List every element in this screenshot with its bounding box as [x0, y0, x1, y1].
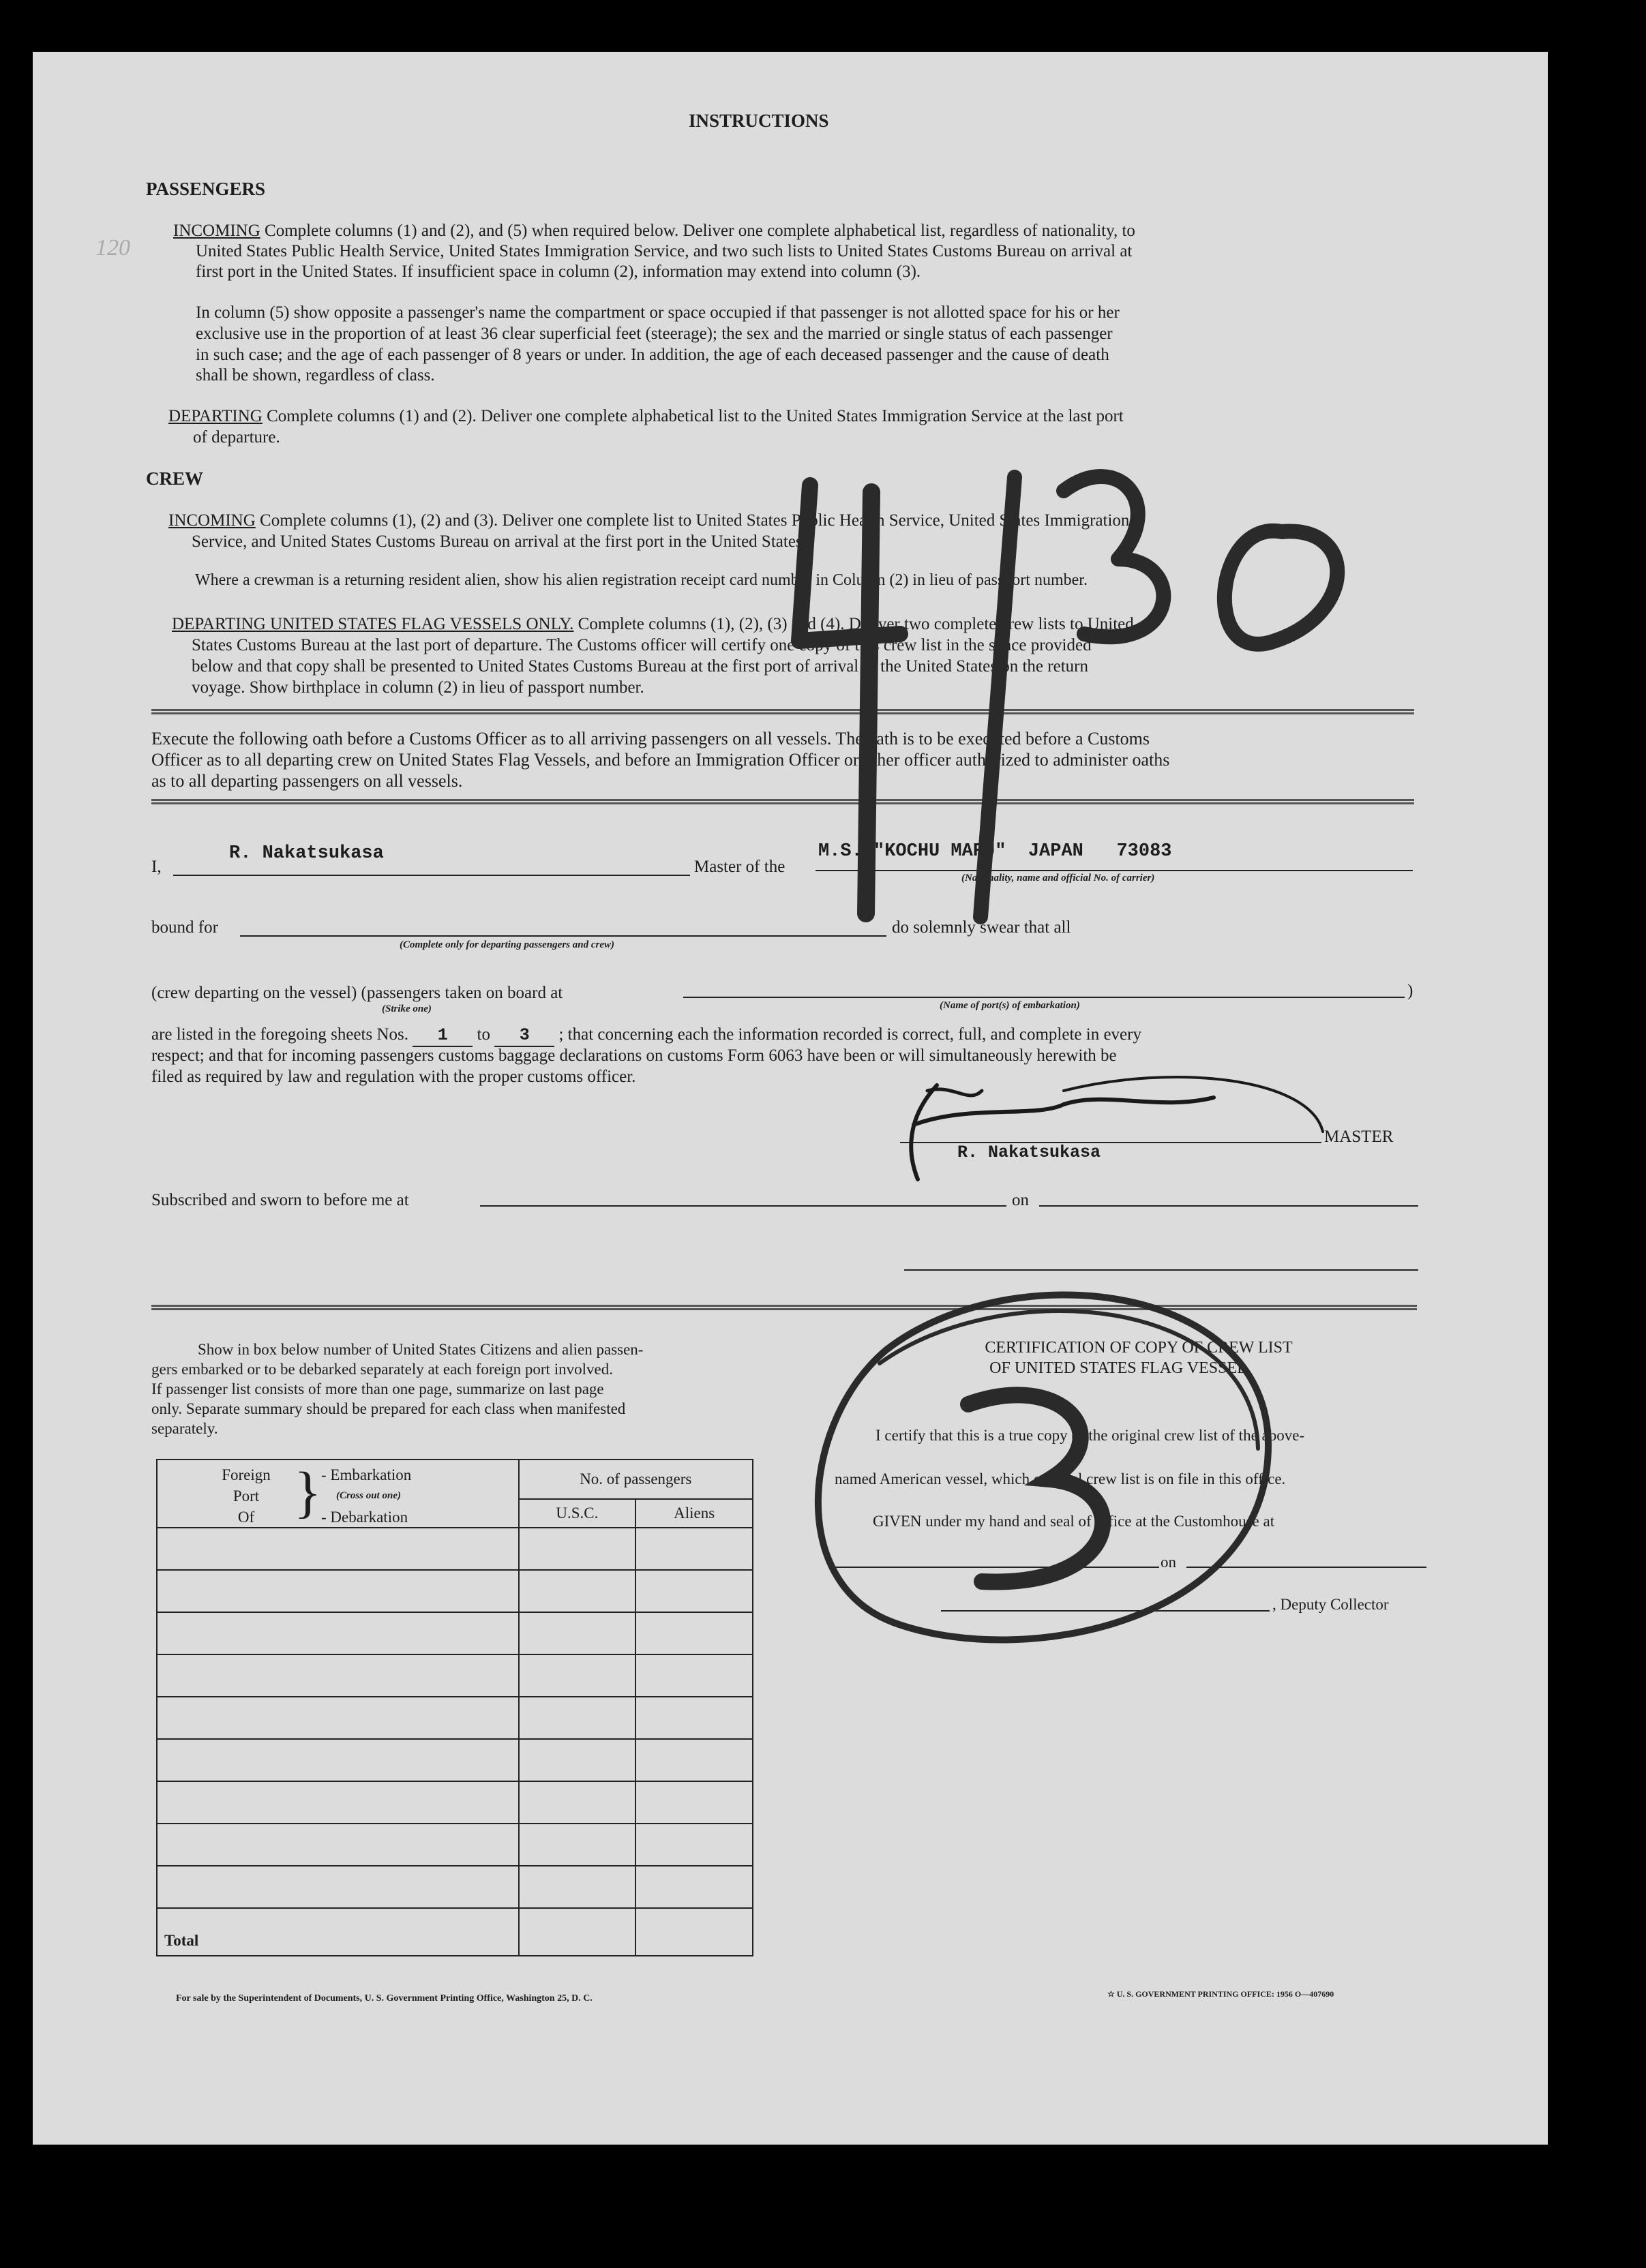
- bound-for-label: bound for: [151, 918, 218, 937]
- passengers-departing-line-1: [168, 406, 1124, 427]
- strike-caption: (Strike one): [382, 1003, 432, 1014]
- crew-incoming-label: INCOMING: [168, 511, 256, 530]
- port-cell[interactable]: [157, 1528, 519, 1570]
- crew-departing-text-1: Complete columns (1), (2), (3) and (4). Deliver two complete crew lists to United: [578, 615, 1134, 633]
- usc-cell[interactable]: [519, 1570, 636, 1612]
- customhouse-field[interactable]: [835, 1567, 1159, 1568]
- passengers-incoming-label: INCOMING: [173, 222, 260, 240]
- passengers-incoming-text-2: United States Public Health Service, United States Immigration Service, and two such lists to United States Customs Bureau on arrival at: [196, 242, 1133, 260]
- bound-for-caption: (Complete only for departing passengers and crew): [400, 939, 614, 950]
- crew-incoming-line-1: [168, 510, 1129, 531]
- crew-departing-line-1: [172, 614, 1134, 635]
- master-label: MASTER: [1324, 1128, 1394, 1146]
- table-row: [157, 1866, 753, 1908]
- aliens-cell[interactable]: [635, 1781, 753, 1824]
- subscribed-on-label: on: [1012, 1191, 1029, 1209]
- port-cell[interactable]: [157, 1697, 519, 1739]
- table-row: [157, 1570, 753, 1612]
- filed-text: filed as required by law and regulation with the proper customs officer.: [151, 1068, 636, 1086]
- passengers-incoming-line-1: [173, 220, 1135, 241]
- to-label: to: [477, 1025, 490, 1044]
- port-cell[interactable]: [157, 1866, 519, 1908]
- crew-heading: CREW: [146, 468, 204, 489]
- sheet-from-field[interactable]: 1: [413, 1025, 473, 1047]
- usc-cell[interactable]: [519, 1528, 636, 1570]
- i-label: I,: [151, 858, 162, 876]
- footer-right: ☆ U. S. GOVERNMENT PRINTING OFFICE: 1956 O—407690: [1107, 1989, 1334, 1999]
- port-cell[interactable]: [157, 1824, 519, 1866]
- foreign-port-header: [157, 1460, 519, 1528]
- listed-text: are listed in the foregoing sheets Nos.: [151, 1025, 408, 1044]
- ports-caption: (Name of port(s) of embarkation): [940, 1000, 1080, 1011]
- table-row: [157, 1824, 753, 1866]
- vessel-caption: (Nationality, name and official No. of carrier): [961, 873, 1155, 883]
- oath-text-3: as to all departing passengers on all vessels.: [151, 771, 463, 791]
- table-row: [157, 1739, 753, 1781]
- certification-text-1: I certify that this is a true copy of the original crew list of the above-: [876, 1427, 1305, 1444]
- passengers-departing-label: DEPARTING: [168, 407, 263, 425]
- certification-date-field[interactable]: [1186, 1567, 1426, 1568]
- passengers-departing-text-2: of departure.: [193, 428, 280, 447]
- usc-total-cell[interactable]: [519, 1908, 636, 1956]
- oath-text-2: Officer as to all departing crew on United States Flag Vessels, and before an Immigration Officer or other officer authorized to administer oaths: [151, 750, 1170, 770]
- footer-left: For sale by the Superintendent of Documents, U. S. Government Printing Office, Washington 25, D. C.: [176, 1993, 593, 2004]
- usc-cell[interactable]: [519, 1612, 636, 1654]
- passengers-departing-text-1: Complete columns (1) and (2). Deliver one complete alphabetical list to the United States Immigration Service at the last port: [267, 407, 1124, 425]
- column5-text-4: shall be shown, regardless of class.: [196, 366, 435, 384]
- column5-text-3: in such case; and the age of each passenger of 8 years or under. In addition, the age of each deceased passenger and the cause of death: [196, 346, 1109, 364]
- aliens-cell[interactable]: [635, 1739, 753, 1781]
- aliens-header: Aliens: [635, 1499, 753, 1528]
- summary-instructions-4: only. Separate summary should be prepared for each class when manifested: [151, 1400, 626, 1417]
- passenger-summary-table: [156, 1459, 753, 1956]
- subscribed-date-field[interactable]: [1039, 1205, 1418, 1207]
- table-row: [157, 1697, 753, 1739]
- subscribed-label: Subscribed and sworn to before me at: [151, 1191, 409, 1209]
- crew-departing-text-3: below and that copy shall be presented to United States Customs Bureau at the first port of arrival in the United States on the return: [192, 657, 1088, 676]
- crew-departing-label: DEPARTING UNITED STATES FLAG VESSELS ONLY.: [172, 615, 574, 633]
- crew-departing-text: (crew departing on the vessel) (passengers taken on board at: [151, 984, 563, 1002]
- respect-text: respect; and that for incoming passengers customs baggage declarations on customs Form 6063 have been or will simultaneously herewith be: [151, 1046, 1117, 1065]
- vessel-field[interactable]: M.S. "KOCHU MARU" JAPAN 73083: [818, 841, 1172, 862]
- aliens-cell[interactable]: [635, 1654, 753, 1697]
- brace-glyph: }: [294, 1461, 322, 1524]
- page-title: INSTRUCTIONS: [689, 110, 829, 131]
- embarkation-label[interactable]: - Embarkation: [321, 1466, 412, 1483]
- foreign-label: Foreign: [222, 1466, 271, 1483]
- table-header-row: [157, 1460, 753, 1499]
- sheet-to-field[interactable]: 3: [494, 1025, 554, 1047]
- crew-incoming-text-1: Complete columns (1), (2) and (3). Deliver one complete list to United States Public Health Service, United States Immigration: [260, 511, 1130, 530]
- debarkation-label[interactable]: - Debarkation: [321, 1509, 408, 1526]
- foreign-port-of-label: [212, 1464, 280, 1528]
- column5-text-2: exclusive use in the proportion of at least 36 clear superficial feet (steerage); the sex and the married or single status of each passenger: [196, 324, 1113, 343]
- certification-text-2: named American vessel, which original crew list is on file in this office.: [835, 1470, 1286, 1487]
- close-paren: ): [1407, 982, 1413, 1000]
- aliens-cell[interactable]: [635, 1697, 753, 1739]
- vessel-line: [815, 870, 1413, 871]
- divider: [151, 1305, 1417, 1310]
- table-row: [157, 1612, 753, 1654]
- aliens-cell[interactable]: [635, 1570, 753, 1612]
- divider: [151, 799, 1414, 804]
- aliens-cell[interactable]: [635, 1824, 753, 1866]
- typed-master-name: R. Nakatsukasa: [957, 1143, 1101, 1162]
- ports-field[interactable]: [683, 997, 1405, 998]
- officer-signature-line: [904, 1269, 1418, 1271]
- usc-cell[interactable]: [519, 1697, 636, 1739]
- crew-resident-text: Where a crewman is a returning resident alien, show his alien registration receipt card number in Column (2) in lieu of passport number.: [195, 571, 1088, 589]
- port-cell[interactable]: [157, 1570, 519, 1612]
- crew-departing-text-2: States Customs Bureau at the last port of departure. The Customs officer will certify one copy of this crew list in the space provided: [192, 636, 1092, 654]
- certification-on-label: on: [1161, 1554, 1176, 1571]
- summary-instructions-5: separately.: [151, 1420, 218, 1437]
- summary-instructions-2: gers embarked or to be debarked separately at each foreign port involved.: [151, 1361, 613, 1378]
- total-label: Total: [157, 1908, 519, 1956]
- passengers-incoming-text-3: first port in the United States. If insufficient space in column (2), information may extend into column (3).: [196, 262, 921, 281]
- column5-text-1: In column (5) show opposite a passenger's name the compartment or space occupied if that passenger is not allotted space for his or her: [196, 303, 1120, 322]
- usc-header: U.S.C.: [519, 1499, 636, 1528]
- aliens-cell[interactable]: [635, 1866, 753, 1908]
- passengers-heading: PASSENGERS: [146, 179, 266, 199]
- oath-text-1: Execute the following oath before a Customs Officer as to all arriving passengers on all vessels. The oath is to be executed before a Customs: [151, 729, 1150, 749]
- aliens-cell[interactable]: [635, 1612, 753, 1654]
- certification-title-2: OF UNITED STATES FLAG VESSEL: [989, 1359, 1247, 1377]
- subscribed-place-field[interactable]: [480, 1205, 1006, 1207]
- divider: [151, 709, 1414, 714]
- listed-text-2: ; that concerning each the information recorded is correct, full, and complete in every: [558, 1025, 1141, 1044]
- aliens-total-cell[interactable]: [635, 1908, 753, 1956]
- master-name-field[interactable]: R. Nakatsukasa: [229, 843, 384, 864]
- crew-incoming-text-2: Service, and United States Customs Bureau on arrival at the first port in the United States.: [192, 532, 807, 551]
- certification-text-3: GIVEN under my hand and seal of office at the Customhouse at: [873, 1513, 1275, 1530]
- of-label: Of: [237, 1509, 255, 1526]
- no-passengers-header: No. of passengers: [519, 1460, 753, 1499]
- port-cell[interactable]: [157, 1612, 519, 1654]
- passengers-incoming-text-1: Complete columns (1) and (2), and (5) when required below. Deliver one complete alphabetical list, regardless of nationality, to: [265, 222, 1135, 240]
- port-cell[interactable]: [157, 1654, 519, 1697]
- cross-out-caption: (Cross out one): [336, 1490, 402, 1501]
- total-row: [157, 1908, 753, 1956]
- master-name-line: [173, 875, 690, 876]
- port-cell[interactable]: [157, 1781, 519, 1824]
- usc-cell[interactable]: [519, 1739, 636, 1781]
- embark-debark-options: [321, 1464, 411, 1528]
- crew-departing-text-4: voyage. Show birthplace in column (2) in lieu of passport number.: [192, 678, 644, 697]
- deputy-collector-label: , Deputy Collector: [1272, 1596, 1389, 1613]
- summary-instructions-3: If passenger list consists of more than one page, summarize on last page: [151, 1380, 604, 1397]
- certification-title-1: CERTIFICATION OF COPY OF CREW LIST: [985, 1339, 1293, 1357]
- aliens-cell[interactable]: [635, 1528, 753, 1570]
- table-row: [157, 1654, 753, 1697]
- deputy-signature-field[interactable]: [941, 1610, 1270, 1612]
- table-row: [157, 1528, 753, 1570]
- master-of-label: Master of the: [694, 858, 785, 876]
- page-number: 120: [95, 235, 130, 260]
- port-label: Port: [233, 1487, 260, 1505]
- usc-cell[interactable]: [519, 1781, 636, 1824]
- table-row: [157, 1781, 753, 1824]
- usc-cell[interactable]: [519, 1866, 636, 1908]
- bound-for-field[interactable]: [240, 935, 886, 937]
- usc-cell[interactable]: [519, 1824, 636, 1866]
- usc-cell[interactable]: [519, 1654, 636, 1697]
- swear-text: do solemnly swear that all: [892, 918, 1071, 937]
- port-cell[interactable]: [157, 1739, 519, 1781]
- summary-instructions-1: Show in box below number of United States Citizens and alien passen-: [198, 1341, 644, 1358]
- listed-line: [151, 1024, 1141, 1047]
